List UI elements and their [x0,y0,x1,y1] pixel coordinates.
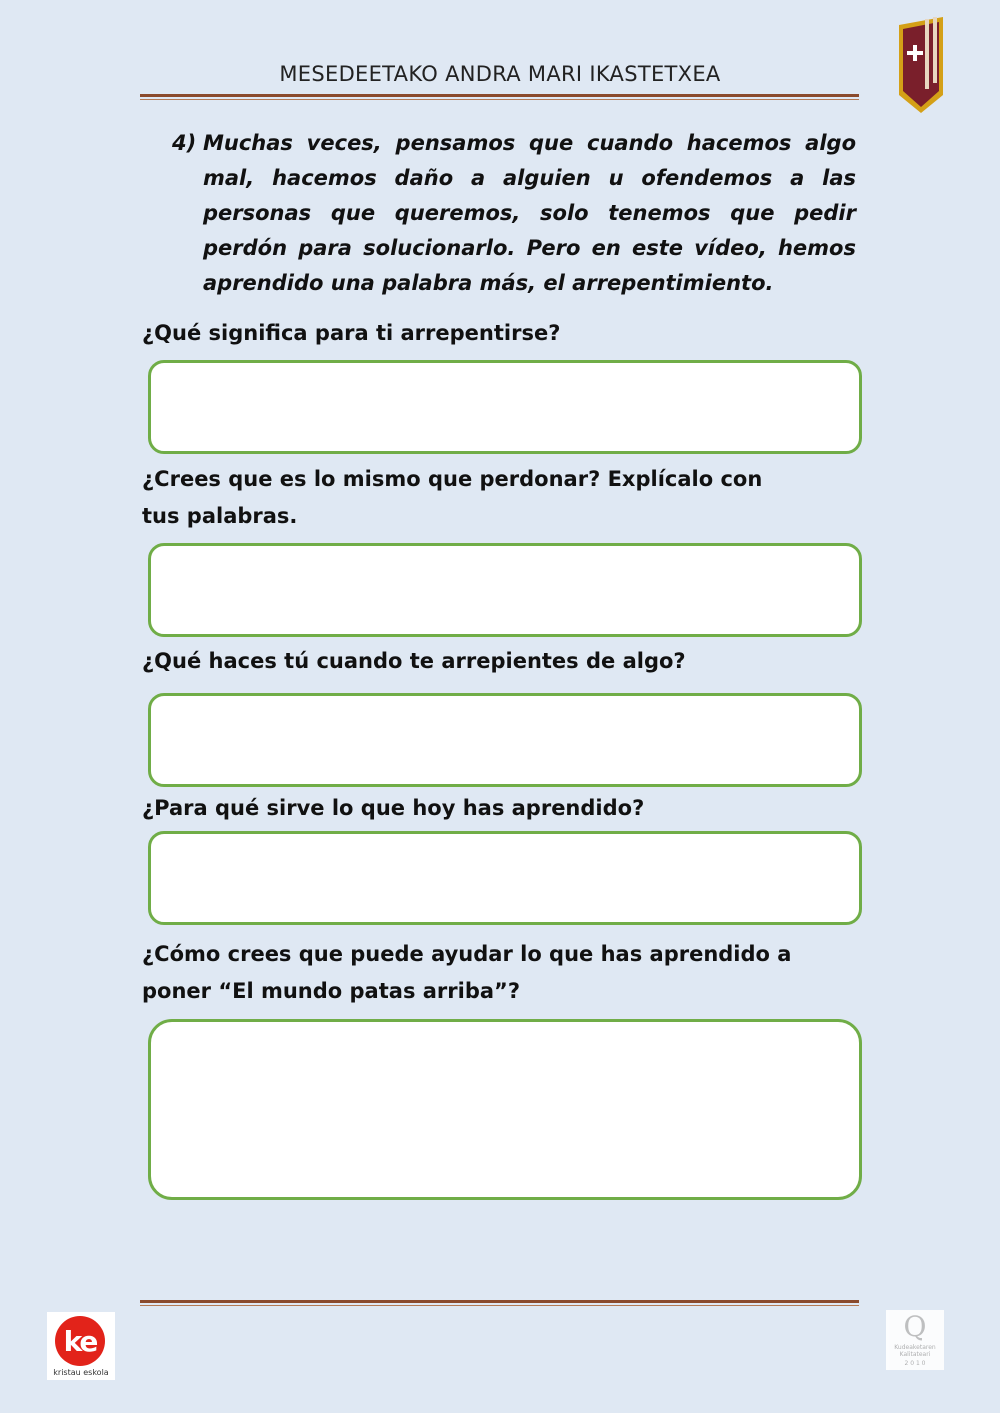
footer-divider [140,1300,859,1306]
school-name-header: MESEDEETAKO ANDRA MARI IKASTETXEA [279,62,721,86]
answer-box-3[interactable] [148,693,862,787]
exercise-number: 4) [172,131,197,155]
answer-box-4[interactable] [148,831,862,925]
question-1: ¿Qué significa para ti arrepentirse? [142,321,561,345]
answer-box-5[interactable] [148,1019,862,1200]
exercise-intro [172,126,856,301]
answer-box-2[interactable] [148,543,862,637]
kristau-eskola-logo [47,1312,115,1380]
quality-logo-letter: Q [903,1310,927,1343]
question-5: ¿Cómo crees que puede ayudar lo que has aprendido a poner “El mundo patas arriba”? [142,942,792,1003]
quality-logo-caption-1: Kudeaketaren [894,1344,936,1351]
ke-logo-mark: ke [55,1316,105,1366]
quality-logo [886,1310,944,1370]
question-4: ¿Para qué sirve lo que hoy has aprendido? [142,796,645,820]
ke-logo-caption: kristau eskola [53,1368,109,1377]
exercise-intro-text: Muchas veces, pensamos que cuando hacemos algo mal, hacemos daño a alguien u ofendemos a las personas que queremos, solo tenemos que pedir perdón para solucionarlo. Pero en este vídeo, hemos aprendido una palabra más, el arrepentimiento. [203,131,856,295]
header-divider [140,94,859,100]
school-crest-icon [895,15,947,115]
quality-logo-caption-2: Kalitateari [899,1351,931,1358]
quality-logo-year: 2 0 1 0 [904,1360,926,1367]
question-2: ¿Crees que es lo mismo que perdonar? Explícalo con tus palabras. [142,467,763,528]
answer-box-1[interactable] [148,360,862,454]
question-3: ¿Qué haces tú cuando te arrepientes de algo? [142,649,686,673]
